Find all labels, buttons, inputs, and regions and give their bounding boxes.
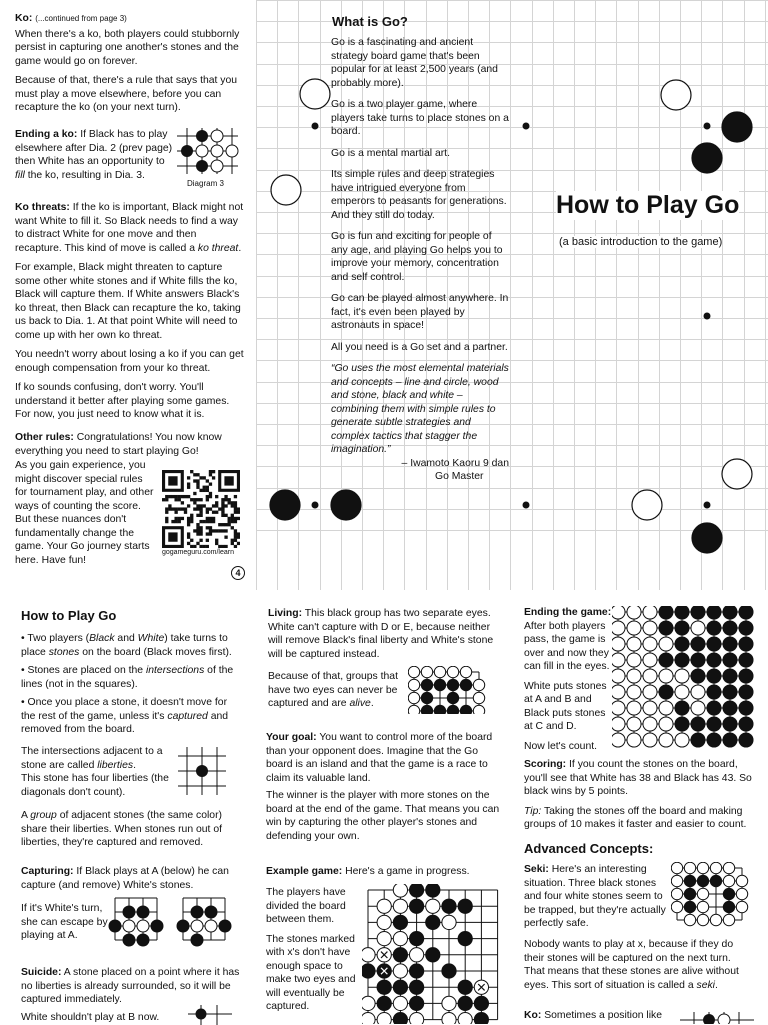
scoring-heading: Scoring: (524, 759, 567, 770)
how-to-play-heading: How to Play Go (21, 608, 117, 623)
other-rules-section (15, 431, 245, 459)
ending-ko-text-b: the ko, resulting in Dia. 3. (24, 169, 145, 181)
living-alive-paragraph: Because of that, groups that have two eyes can never be captured and are alive. (268, 671, 398, 709)
goal-paragraph: Your goal: You want to control more of the board than your opponent does. Imagine that the Go board is an island and that the game is a race to claim its valuable land. (266, 732, 493, 784)
rules-bullets (21, 632, 241, 742)
black-stone (692, 143, 722, 173)
white-stone (722, 459, 752, 489)
living-diagram (408, 666, 492, 714)
qr-code-icon (162, 470, 240, 548)
advanced-heading: Advanced Concepts: (524, 841, 654, 856)
page-subtitle: (a basic introduction to the game) (559, 236, 723, 248)
bullet-2: • Stones are placed on the intersections of the lines (not in the squares). (21, 665, 234, 690)
ko-threats-text-b: . (238, 242, 242, 254)
ko-threats-section (15, 201, 245, 428)
white-stone (300, 79, 330, 109)
ko-continued-note: (...continued from page 3) (35, 14, 127, 23)
capturing-escape: If it's White's turn, she can escape by playing at A. (21, 903, 108, 941)
liberties-diagram (173, 742, 231, 800)
white-stone (271, 175, 301, 205)
tip-label: Tip: (524, 805, 542, 817)
final-position-board (612, 606, 754, 748)
capture-diagrams (105, 892, 241, 952)
what-paragraph-7: All you need is a Go set and a partner. (331, 341, 508, 353)
bullet-3: • Once you place a stone, it doesn't move for the rest of the game, unless it's captured and removed from the board. (21, 697, 229, 735)
quote-author-title: Go Master (435, 471, 484, 482)
example-game-board (362, 884, 502, 1024)
white-stone (632, 490, 662, 520)
living-paragraph: Living: This black group has two separate eyes. White can't capture with D or E, because neither will remove Black's final liberty and White's stone will be captured instead. (268, 608, 494, 660)
liberties-term: liberties (97, 759, 134, 771)
example-paragraph-2: The players have divided the board between them. (266, 887, 346, 925)
what-paragraph-4: Its simple rules and deep strategies have intrigued everyone from emperors to peasants for generations. And they still do today. (331, 169, 507, 221)
what-paragraph-3: Go is a mental martial art. (331, 147, 450, 159)
ko-heading: Ko: (15, 13, 33, 24)
suicide-note: White shouldn't play at B now. (21, 1012, 160, 1023)
ending-game-paragraph-2: White puts stones at A and B and Black puts stones at C and D. (524, 680, 607, 732)
example-paragraph-3: The stones marked with x's don't have enough space to make two eyes and will eventually be captured. (266, 933, 356, 1012)
what-paragraph-1: Go is a fascinating and ancient strategy board game that's been popular for at least 2,500 years (and probably more). (331, 37, 498, 89)
quote-author: – Iwamoto Kaoru 9 dan (401, 457, 509, 469)
other-rules-text-b: As you gain experience, you might discover special rules for tournament play, and other ways of counting the score. But these nuances don't fundamentally change the game. Your Go journey starts here. Have fun! (15, 460, 154, 566)
ko-threats-paragraph-3: You needn't worry about losing a ko if you can get enough compensation from your ko threat. (15, 349, 244, 374)
other-rules-heading: Other rules: (15, 432, 74, 443)
ending-ko-heading: Ending a ko: (15, 129, 78, 140)
ending-game-section (524, 606, 614, 759)
ko-threat-term: ko threat (197, 242, 239, 254)
qr-url: gogameguru.com/learn (162, 549, 234, 556)
black-stone (722, 112, 752, 142)
ko-paragraph-2: Because of that, there's a rule that says that you must play a move elsewhere, before you can recapture the ko (on your next turn). (15, 75, 238, 113)
diagram-3-caption: Diagram 3 (187, 179, 224, 188)
black-stone (692, 523, 722, 553)
example-notes (266, 886, 358, 1020)
ending-ko-text-a: If Black has to play elsewhere after Dia. 2 (prev page) then White has an opportunity to (15, 129, 173, 167)
ko2-heading: Ko: (524, 1010, 542, 1021)
ko-threats-paragraph-2: For example, Black might threaten to capture some other white stones and if White fills the ko, Black will capture them. If White answers Black's ko threat, then Black can recapture the ko, taking us back to Dia. 1. At that point White will need to come up with her own ko threat. (15, 262, 241, 341)
suicide-diagram (188, 1005, 233, 1025)
what-is-go-heading: What is Go? (332, 14, 408, 29)
suicide-paragraph: Suicide: A stone placed on a point where it has no liberties is already surrounded, so it will be captured immediately. (21, 967, 240, 1005)
example-paragraph: Example game: Here's a game in progress. (266, 866, 470, 877)
suicide-heading: Suicide: (21, 967, 62, 978)
what-paragraph-5: Go is fun and exciting for people of any age, and playing Go helps you to improve your memory, concentration and self control. (331, 231, 503, 283)
ending-ko-fill-term: fill (15, 169, 25, 181)
liberties-explain: This stone has four liberties (the diagonals don't count). (21, 773, 169, 798)
ending-ko-section (15, 128, 173, 188)
capturing-heading: Capturing: (21, 866, 74, 877)
page-number: 4 (231, 566, 245, 580)
ending-game-paragraph-3: Now let's count. (524, 740, 598, 752)
goal-heading: Your goal: (266, 732, 317, 743)
group-paragraph: A group of adjacent stones (the same color) share their liberties. When stones run out of liberties, they're captured and removed. (21, 810, 223, 848)
ending-game-heading: Ending the game: (524, 607, 612, 618)
ko-threats-heading: Ko threats: (15, 202, 70, 213)
seki-diagram (671, 862, 755, 928)
ko2-paragraph: Ko: Sometimes a position like (524, 1010, 663, 1021)
white-stone (661, 80, 691, 110)
seki-paragraph-2: Nobody wants to play at x, because if they do their stones will be captured on the next turn. That means that these stones are alive without eyes. This sort of situation is called a seki. (524, 939, 739, 991)
ending-game-paragraph-1: After both players pass, the game is over and now they can fill in the eyes. (524, 620, 610, 672)
black-stone (331, 490, 361, 520)
bullet-1: • Two players (Black and White) take turns to place stones on the board (Black moves first). (21, 633, 232, 658)
page-title: How to Play Go (556, 191, 740, 219)
ko-section (15, 12, 245, 121)
what-is-go-body (331, 36, 511, 484)
seki-heading: Seki: (524, 864, 549, 875)
example-heading: Example game: (266, 866, 343, 877)
what-paragraph-2: Go is a two player game, where players take turns to place stones on a board. (331, 99, 509, 137)
scoring-section: Scoring: If you count the stones on the board, you'll see that White has 38 and Black has 43. So black wins by 5 points. Tip: Taking the stones off the board and making groups of 10 makes it faster and easier to count. (524, 759, 752, 830)
ko-paragraph-1: When there's a ko, both players could stubbornly persist in capturing one another's stones and the game would go on forever. (15, 28, 240, 67)
goal-paragraph-2: The winner is the player with more stones on the board at the end of the game. That means you can win by capturing the other player's stones and defending your own. (266, 790, 500, 842)
ko-diagram (680, 1008, 754, 1024)
what-paragraph-6: Go can be played almost anywhere. In fact, it's even been played by astronauts in space! (331, 293, 509, 331)
ko-threats-paragraph-4: If ko sounds confusing, don't worry. You'll understand it better after playing some games. For now, you just need to know what it is. (15, 382, 230, 420)
seki-paragraph: Seki: Here's an interesting situation. Three black stones and four white stones seem to be trapped, but they're actually perfectly safe. (524, 864, 666, 929)
ko-threats-text-a: If the ko is important, Black might not want White to fill it. So Black needs to find a way to distract White for one move and then recapture. This kind of move is called a (15, 202, 244, 254)
other-rules-text-a: Congratulations! You now know everything you need to start playing Go! (15, 432, 222, 457)
living-heading: Living: (268, 608, 303, 619)
diagram-3 (172, 124, 242, 180)
capturing-paragraph: Capturing: If Black plays at A (below) he can capture (and remove) White's stones. (21, 866, 229, 891)
go-quote: “Go uses the most elemental materials and concepts – line and circle, wood and stone, black and white – combining them with simple rules to generate subtle strategies and complex tactics that stagger the imagination.” (331, 363, 509, 455)
black-stone (270, 490, 300, 520)
liberties-section: The intersections adjacent to a stone are called liberties. This stone has four liberties (the diagonals don't count). (21, 745, 171, 805)
